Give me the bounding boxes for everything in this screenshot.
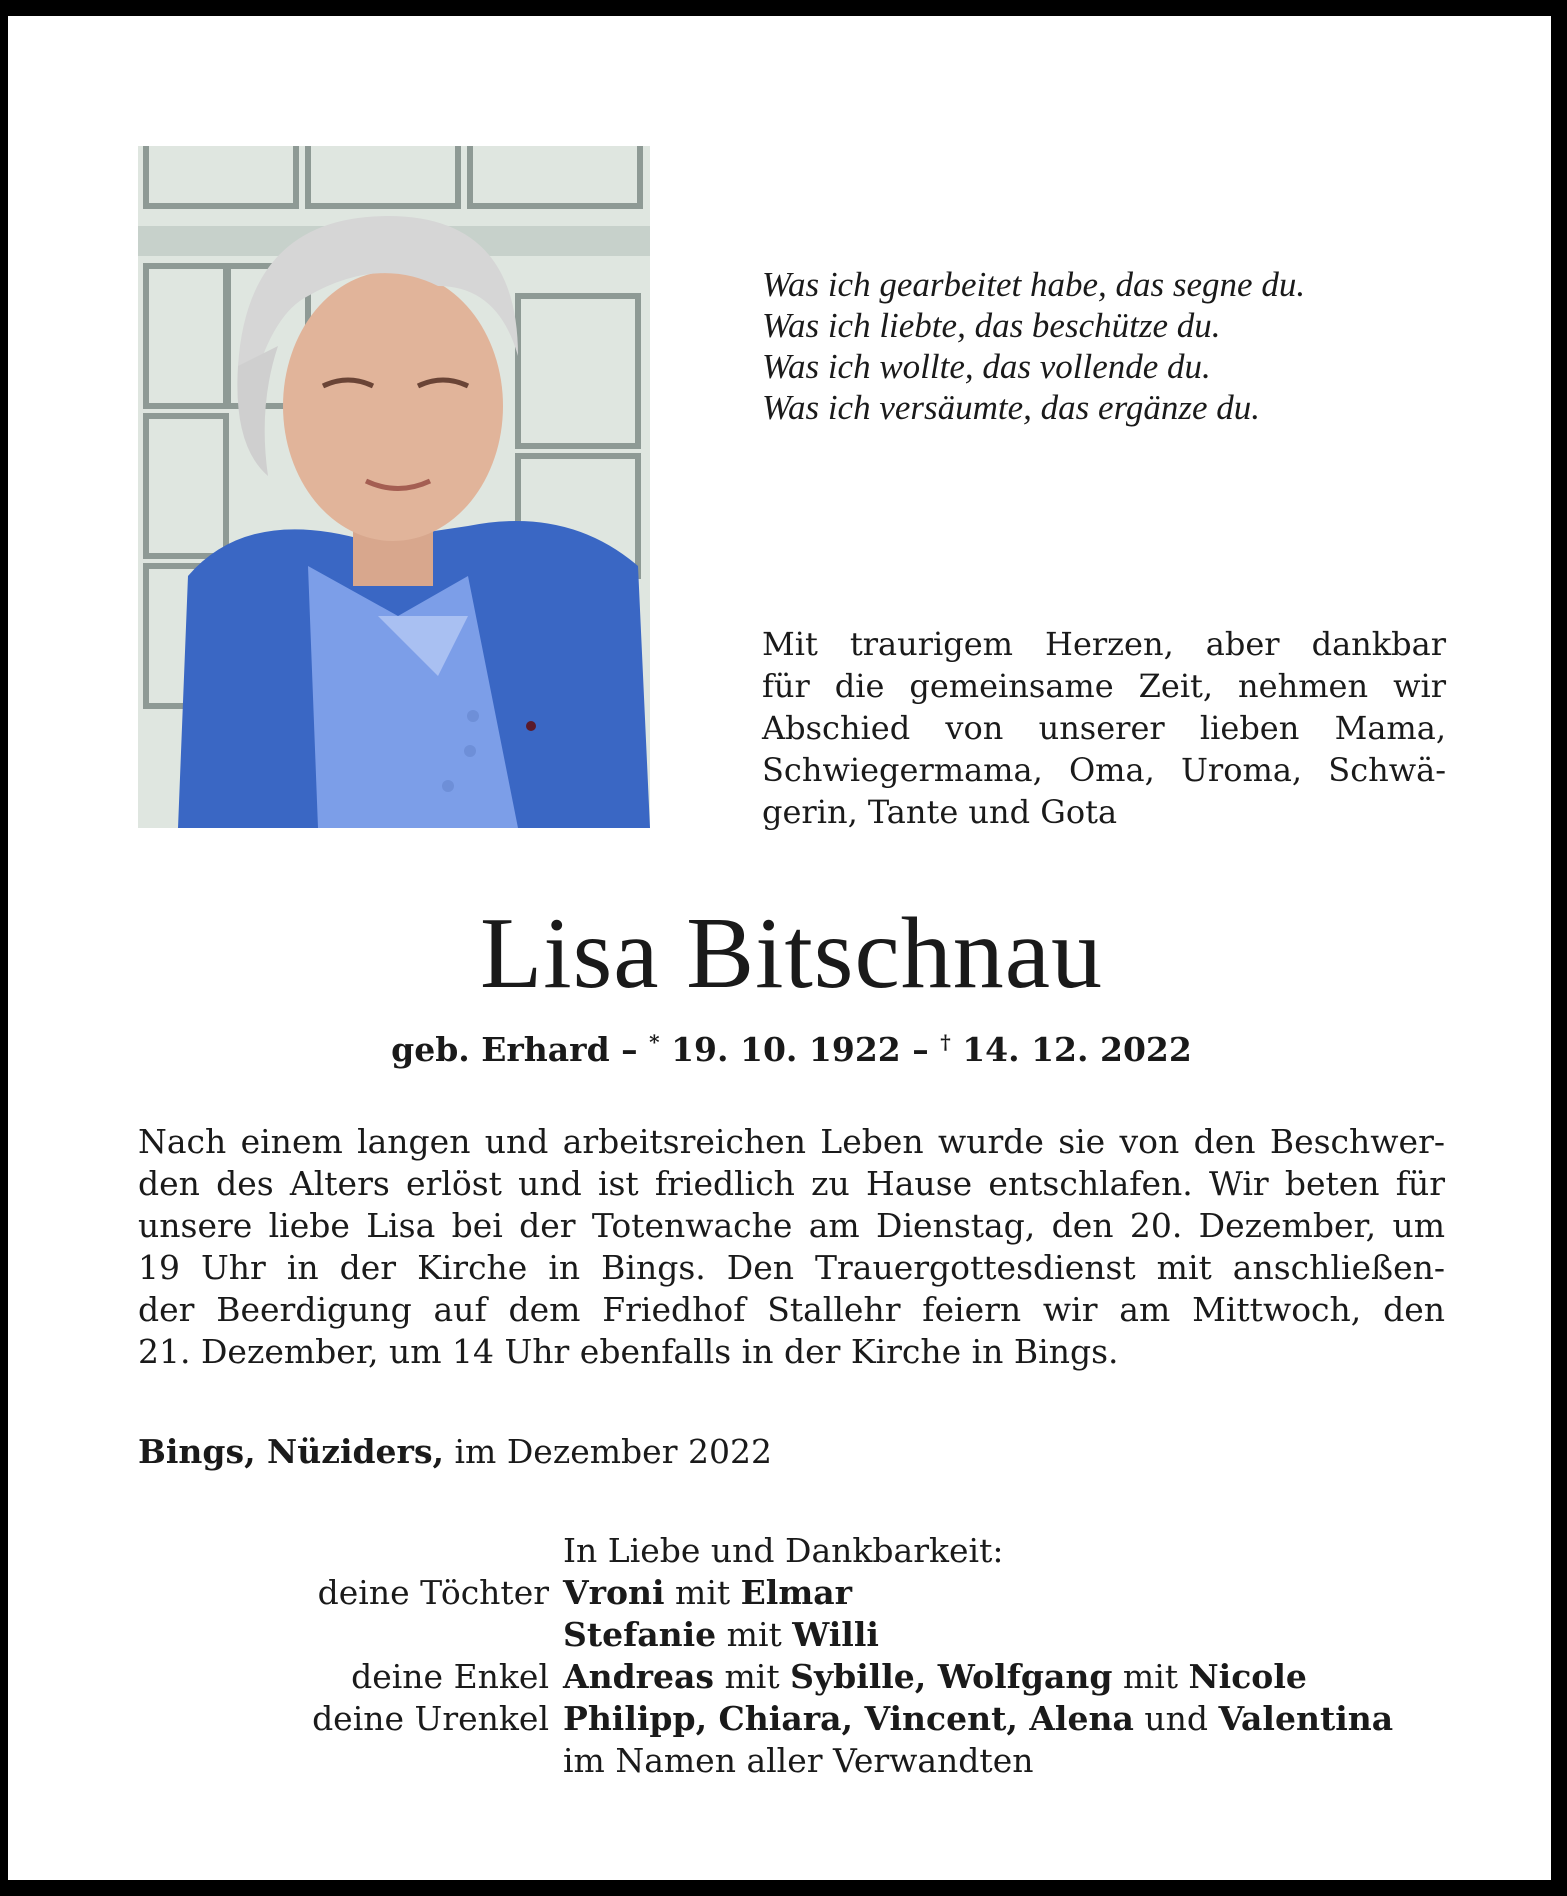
daughters-label: deine Töchter [317,1573,549,1612]
daughters-row [138,1572,1448,1614]
announcement-line: den des Alters erlöst und ist friedlich zu Hause entschlafen. Wir beten für [138,1164,1445,1203]
verse [762,264,1442,428]
birth-date: 19. 10. 1922 – [659,1030,929,1069]
death-date: 14. 12. 2022 [950,1030,1192,1069]
mourner-name: Valentina [1218,1699,1394,1738]
announcement-line: Nach einem langen und arbeitsreichen Leben wurde sie von den Beschwer- [138,1122,1445,1161]
signoff-heading-row [138,1530,1448,1572]
announcement-line: 19 Uhr in der Kirche in Bings. Den Trauergottesdienst mit anschließen- [138,1248,1445,1287]
announcement-line: unsere liebe Lisa bei der Totenwache am Dienstag, den 20. Dezember, um [138,1206,1445,1245]
great-grandchildren-label: deine Urenkel [312,1699,549,1738]
closing-line: im Namen aller Verwandten [563,1741,1034,1780]
mourners-list [138,1530,1448,1782]
deceased-name: Lisa Bitschnau [479,897,1104,1010]
life-dates [8,1020,1567,1072]
connector: mit [714,1657,791,1696]
place-and-date [138,1431,772,1473]
portrait-illustration [138,146,650,828]
mourner-name: Vroni [563,1573,665,1612]
intro-line: Schwiegermama, Oma, Uroma, Schwä- [762,751,1446,789]
mourner-name: Willi [792,1615,879,1654]
announcement-text [138,1121,1445,1373]
intro-line: Abschied von unserer lieben Mama, [762,709,1446,747]
intro-text [762,623,1446,833]
maiden-name: geb. Erhard – [391,1030,638,1069]
mourner-name: Sybille, Wolfgang [790,1657,1113,1696]
verse-line: Was ich wollte, das vollende du. [762,347,1211,386]
portrait-photo [138,146,650,828]
mourner-name: Nicole [1188,1657,1307,1696]
verse-line: Was ich liebte, das beschütze du. [762,306,1221,345]
intro-line: gerin, Tante und Gota [762,793,1118,831]
verse-line: Was ich versäumte, das ergänze du. [762,388,1261,427]
intro-line: Mit traurigem Herzen, aber dankbar [762,625,1446,663]
mourner-name: Philipp, Chiara, Vincent, Alena [563,1699,1134,1738]
mourner-name: Stefanie [563,1615,717,1654]
month-year: im Dezember 2022 [444,1432,772,1471]
announcement-line: 21. Dezember, um 14 Uhr ebenfalls in der Kirche in Bings. [138,1332,1119,1371]
verse-line: Was ich gearbeitet habe, das segne du. [762,265,1306,304]
mourner-name: Elmar [740,1573,852,1612]
connector: mit [716,1615,793,1654]
connector: und [1133,1699,1219,1738]
announcement-line: der Beerdigung auf dem Friedhof Stallehr feiern wir am Mittwoch, den [138,1290,1445,1329]
birth-symbol: * [649,1030,660,1054]
death-symbol: † [940,1030,951,1054]
place-names: Bings, Nüziders, [138,1432,445,1471]
intro-line: für die gemeinsame Zeit, nehmen wir [762,667,1446,705]
signoff-heading: In Liebe und Dankbarkeit: [563,1531,1004,1570]
daughters-row-2 [138,1614,1448,1656]
connector: mit [664,1573,741,1612]
connector: mit [1112,1657,1189,1696]
grandchildren-row [138,1656,1448,1698]
mourner-name: Andreas [563,1657,715,1696]
closing-row [138,1740,1448,1782]
grandchildren-label: deine Enkel [351,1657,549,1696]
great-grandchildren-row [138,1698,1448,1740]
